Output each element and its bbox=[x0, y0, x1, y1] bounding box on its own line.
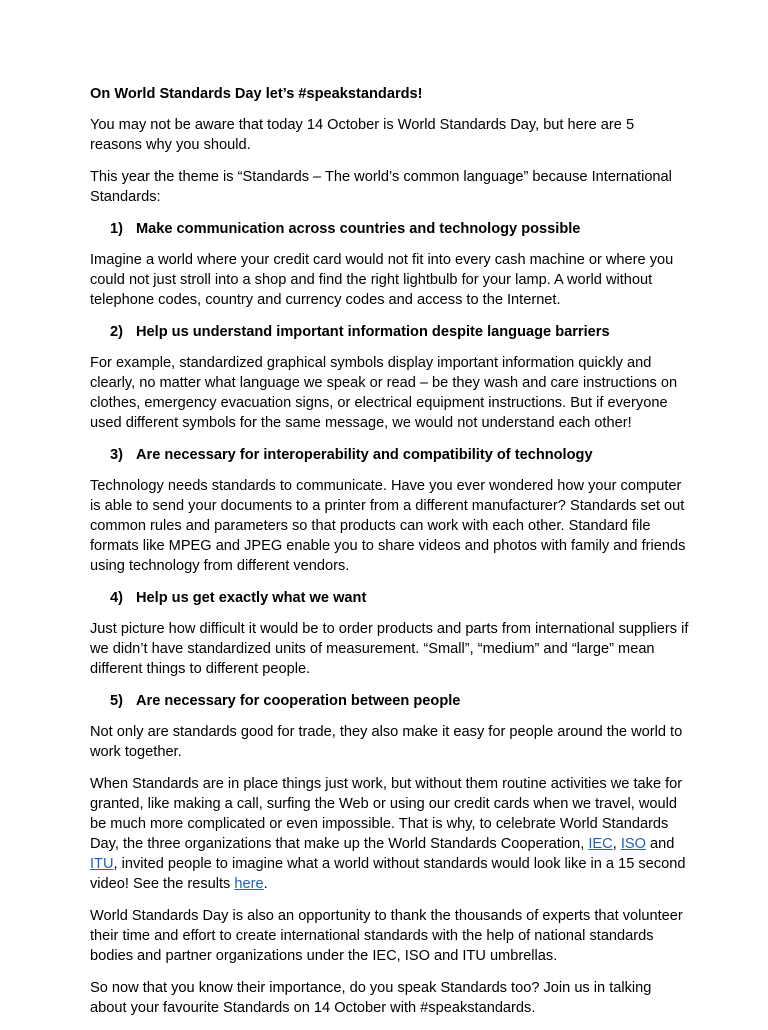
reason-heading-1 bbox=[90, 219, 690, 239]
reason-heading-text-3: Are necessary for interoperability and compatibility of technology bbox=[136, 447, 593, 463]
reason-heading-text-5: Are necessary for cooperation between people bbox=[136, 693, 461, 709]
wsc-separator-1: , bbox=[612, 836, 621, 852]
reason-number-4: 4) bbox=[110, 590, 123, 606]
iec-link[interactable]: IEC bbox=[588, 836, 613, 852]
wsc-text-after: . bbox=[263, 876, 268, 892]
document-page bbox=[90, 84, 690, 1030]
reason-number-5: 5) bbox=[110, 693, 123, 709]
reason-body-1: Imagine a world where your credit card would not fit into every cash machine or where you could not just stroll into a shop and find the right lightbulb for your lamp. A world without telephone codes, country and currency codes and access to the Internet. bbox=[90, 252, 674, 308]
reason-number-3: 3) bbox=[110, 447, 123, 463]
reason-heading-text-2: Help us understand important information despite language barriers bbox=[136, 324, 610, 340]
itu-link[interactable]: ITU bbox=[90, 856, 114, 872]
wsc-text-before: When Standards are in place things just work, but without them routine activities we take for granted, like making a call, surfing the Web or using our credit cards when we travel, would be much more complicated or even impossible. That is why, to celebrate World Standards Day, the three organizations that make up the World Standards Cooperation, bbox=[90, 776, 683, 852]
reason-heading-text-1: Make communication across countries and technology possible bbox=[136, 221, 581, 237]
intro-paragraph-2: This year the theme is “Standards – The world’s common language” because International Standards: bbox=[90, 169, 672, 205]
reason-body-4: Just picture how difficult it would be to order products and parts from international suppliers if we didn’t have standardized units of measurement. “Small”, “medium” and “large” mean different things to different people. bbox=[90, 621, 689, 677]
reason-body-2: For example, standardized graphical symbols display important information quickly and clearly, no matter what language we speak or read – be they wash and care instructions on clothes, emergency evacuation signs, or electrical equipment instructions. But if everyone used different symbols for the same message, we would not understand each other! bbox=[90, 355, 678, 431]
reason-heading-5 bbox=[90, 691, 690, 711]
reason-heading-4 bbox=[90, 588, 690, 608]
wsc-separator-2: and bbox=[645, 836, 675, 852]
document-title: On World Standards Day let’s #speakstandards! bbox=[90, 86, 423, 102]
reason-heading-3 bbox=[90, 445, 690, 465]
reason-body-3: Technology needs standards to communicate. Have you ever wondered how your computer is able to send your documents to a printer from a different manufacturer? Standards set out common rules and parameters so that products can work with each other. Standard file formats like MPEG and JPEG enable you to share videos and photos with family and friends using technology from different vendors. bbox=[90, 478, 686, 574]
reason-body-5: Not only are standards good for trade, they also make it easy for people around the world to work together. bbox=[90, 724, 683, 760]
wsc-text-middle: , invited people to imagine what a world without standards would look like in a 15 second video! See the results bbox=[90, 856, 686, 892]
wsc-paragraph bbox=[90, 774, 690, 894]
results-here-link[interactable]: here bbox=[234, 876, 264, 892]
closing-paragraph: So now that you know their importance, do you speak Standards too? Join us in talking about your favourite Standards on 14 October with #speakstandards. bbox=[90, 980, 652, 1016]
reason-heading-2 bbox=[90, 322, 690, 342]
thanks-paragraph: World Standards Day is also an opportunity to thank the thousands of experts that volunteer their time and effort to create international standards with the help of national standards bodies and partner organizations under the IEC, ISO and ITU umbrellas. bbox=[90, 908, 683, 964]
reason-number-2: 2) bbox=[110, 324, 123, 340]
reason-number-1: 1) bbox=[110, 221, 123, 237]
reason-heading-text-4: Help us get exactly what we want bbox=[136, 590, 367, 606]
intro-paragraph-1: You may not be aware that today 14 October is World Standards Day, but here are 5 reasons why you should. bbox=[90, 117, 635, 153]
iso-link[interactable]: ISO bbox=[620, 836, 646, 852]
